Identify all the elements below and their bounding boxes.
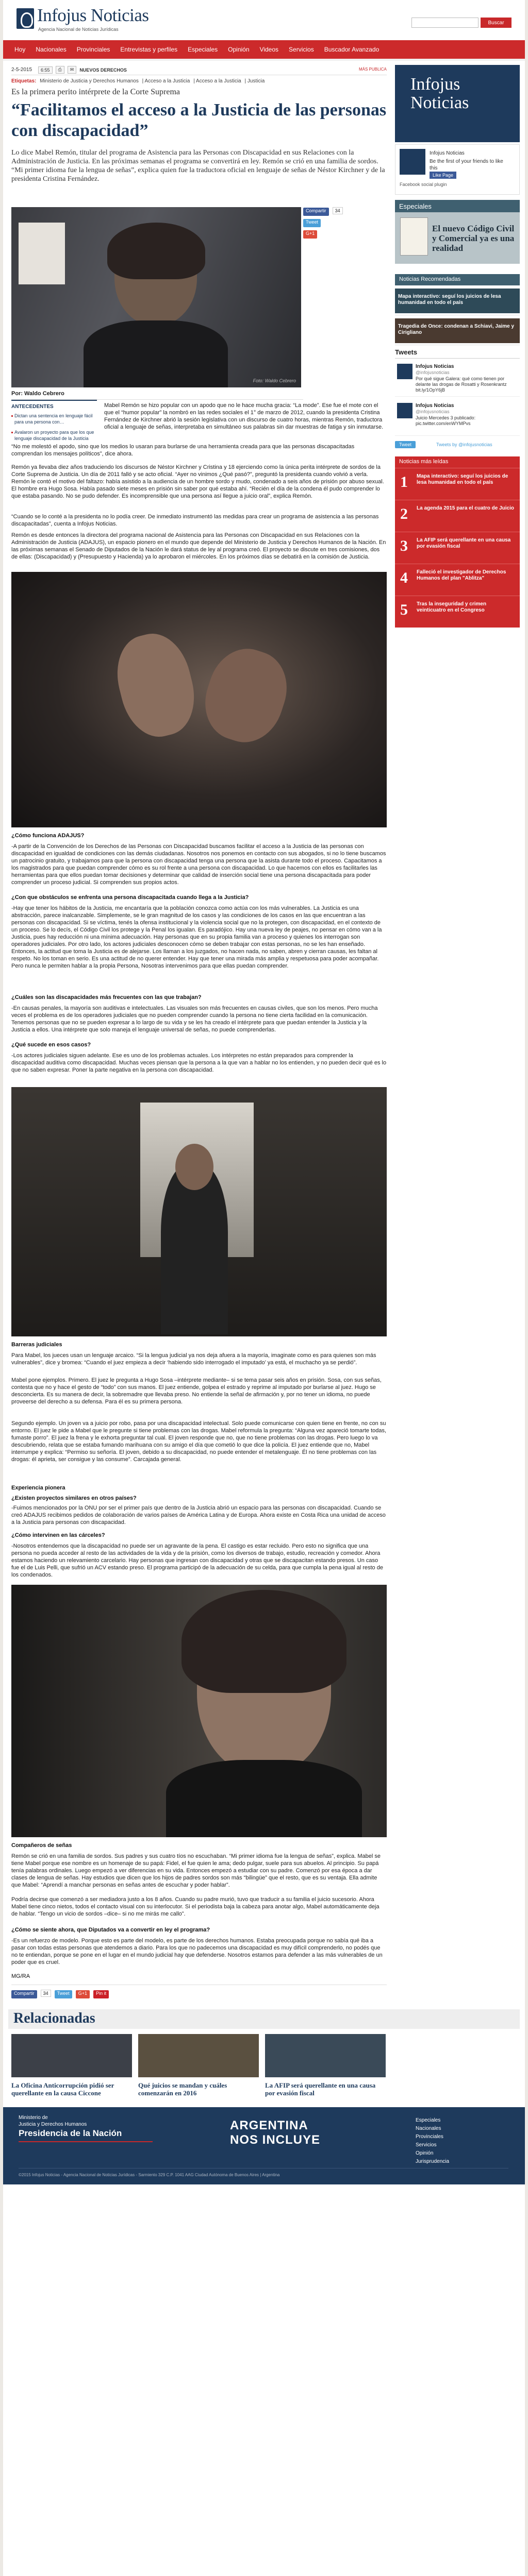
related-heading: Relacionadas [8, 2009, 520, 2029]
page [3, 0, 525, 2576]
breadcrumb-label: Etiquetas: [11, 78, 37, 84]
question: ¿Con que obstáculos se enfrenta una persona discapacitada cuando llega a la Justicia? [11, 894, 249, 901]
rank-number: 4 [400, 569, 408, 586]
footer-ministry[interactable] [19, 2114, 153, 2142]
related-card[interactable] [11, 2034, 132, 2097]
closeup-photo [11, 1585, 387, 1837]
paragraph: “No me molestó el apodo, sino que los medios lo usaran para burlarse de una herramienta creada para que las personas discapacitadas comprendan los mensajes políticos”, dice ahora. [11, 444, 355, 457]
print-icon[interactable]: ⎙ [56, 66, 64, 74]
main-photo [11, 207, 301, 387]
facebook-share-count: 34 [333, 207, 343, 214]
subheading: Barreras judiciales [11, 1342, 62, 1348]
sidebar-banner[interactable] [395, 65, 520, 142]
bottom-share-bar [11, 1990, 387, 2002]
slogan-line: NOS INCLUYE [230, 2133, 321, 2147]
nav-item-videos[interactable]: Videos [259, 46, 279, 53]
footer-links [416, 2116, 449, 2166]
antecedentes-link[interactable]: Avalaron un proyecto para que los que lenguaje discapacidad de la Justicia [11, 429, 97, 442]
mas-leida-item[interactable] [395, 532, 520, 564]
mas-leida-item[interactable] [395, 596, 520, 628]
rank-number: 5 [400, 601, 408, 618]
tweet-author[interactable]: Infojus Noticias [416, 403, 454, 409]
facebook-share-button[interactable]: Compartir [303, 208, 329, 216]
related-image[interactable] [265, 2034, 386, 2077]
section-tag[interactable]: NUEVOS DERECHOS [79, 67, 127, 73]
nav-item-buscador[interactable]: Buscador Avanzado [324, 46, 380, 53]
recomendada-title[interactable]: Mapa interactivo: seguí los juicios de lesa humanidad en todo el país [398, 294, 501, 306]
related-image[interactable] [11, 2034, 132, 2077]
tweet-item[interactable] [395, 361, 520, 397]
antecedentes-link[interactable]: Dictan una sentencia en lenguaje fácil para una persona con… [11, 413, 97, 425]
mas-leida-title[interactable]: Falleció el investigador de Derechos Humanos del plan "Ablitza" [417, 569, 506, 581]
breadcrumb-tag[interactable]: Justicia [247, 78, 265, 84]
gplus-button[interactable]: G+1 [303, 230, 317, 239]
article-lead: Lo dice Mabel Remón, titular del programa de Asistencia para las Personas con Discapacidad en sus Relaciones con la Administración de Justicia. En las próximas semanas el programa se convertirá en ley. Remón se crió en una familia de sordos. “Mi primer idioma fue la lengua de señas”, explica quien fue la traductora oficial en lenguaje de señas de Néstor Kirchner y de la presidenta Cristina Fernández. [11, 149, 385, 183]
paragraph: Remón se crió en una familia de sordos. Sus padres y sus cuatro tíos no escuchaban. “Mi primer idioma fue la lengua de señas”, explica. Mabel se tiene Mabel porque ese nombre es un homenaje de su papá: Fidel, el fue quien le ama; dedo pulgar, suele para sus abuelos. Al principio. Su papá tenía palabras ordinales. Luego empezó a ver diferencias en su vida. Entonces empezó a estudiar con su padre. Comenzó por esa época a dar clases de lengua de señas. Hay estudios que dicen que los hijos de padres sordos son más “bilingüe” que el resto, que es su ventaja. Ella admite que Mabel: “Aprendí a manchar personas en señas antes de escuchar y poder hablar”. [11, 1853, 381, 1888]
logo-icon[interactable] [16, 8, 34, 29]
article-time: 6:55 [38, 66, 53, 74]
tweet-compose-button[interactable]: Tweet [395, 441, 416, 448]
footer-link[interactable]: Especiales [416, 2117, 441, 2123]
pinterest-button[interactable]: Pin it [93, 1990, 109, 1998]
facebook-page-avatar[interactable] [400, 149, 425, 175]
paragraph: Remón es desde entonces la directora del programa nacional de Asistencia para las Personas con Discapacidad en sus Relaciones con la Administración de Justicia (ADAJUS), un espacio pionero en el mundo que depende del Ministerio de Justicia y Derechos Humanos de la Nación. En las próximas semanas el Senado de Diputados de la Nación le dará status de ley al programa creó. El proyecto se discute en tres comisiones, dos de ellas: (Discapacidad) y (Presupuesto y Hacienda) ya lo aprobaron el miércoles. En los próximos días se debatirá en la comisión de Justicia. [11, 532, 386, 560]
tweet-item[interactable] [395, 400, 520, 436]
facebook-share-button[interactable]: Compartir [11, 1990, 37, 1998]
question: ¿Existen proyectos similares en otros países? [11, 1495, 137, 1501]
mas-leida-item[interactable] [395, 564, 520, 596]
nav-item-servicios[interactable]: Servicios [289, 46, 314, 53]
twitter-avatar[interactable] [397, 403, 412, 418]
rank-number: 1 [400, 473, 408, 490]
presidency-label: Presidencia de la Nación [19, 2128, 153, 2142]
related-card[interactable] [265, 2034, 386, 2097]
tweet-button[interactable]: Tweet [55, 1990, 72, 1998]
mas-leida-item[interactable] [395, 468, 520, 500]
tweet-button[interactable]: Tweet [303, 219, 321, 227]
mas-leida-title[interactable]: Tras la inseguridad y crimen veinticuatro en el Congreso [417, 601, 487, 613]
main-nav [3, 40, 525, 59]
tweets-heading: Tweets [395, 348, 520, 359]
facebook-like-button[interactable]: Like Page [430, 172, 456, 179]
paragraph: Mabel Remón se hizo popular con un apodo que no le hace mucha gracia: “La mode”. Ese fue el mote con el que el “humor popular” la nombró en las redes sociales el 1° de marzo de 2012, cuando la presidenta Cristina Fernández de Kirchner abrió la sesión legislativa con un discurso de cuatro horas, mientras Remón, traductora oficial a lenguaje de señas, interpretaba en simultáneo sus palabras sin dar muestras de fatiga y sin inmutarse. [104, 402, 384, 430]
facebook-widget [395, 144, 520, 195]
paragraph: “Cuando se lo conté a la presidenta no lo podía creer. De inmediato instrumentó las medidas para crear un programa de asistencia a las personas discapacitadas”, cuenta a Infojus Noticias. [11, 514, 379, 527]
article-signature: MG/RA [11, 1973, 30, 1979]
facebook-share-count: 34 [41, 1990, 51, 1997]
more-published-link[interactable]: MÁS PUBLICA [359, 67, 387, 72]
mas-leida-item[interactable] [395, 500, 520, 532]
breadcrumb-tag[interactable]: Acceso a la Justicia [195, 78, 241, 84]
related-title[interactable]: La Oficina Anticorrupción pidió ser querellante en la causa Ciccone [11, 2081, 114, 2097]
question: ¿Cómo funciona ADAJUS? [11, 833, 85, 839]
related-card[interactable] [138, 2034, 259, 2097]
recomendada-item[interactable] [395, 286, 520, 315]
paragraph: -Hay que tener los hábitos de la Justicia, me encantaría que la población conozca como actúa con los más vulnerables. La Justicia es una abstracción, parece inalcanzable. Simplemente, se le gran magnitud de los casos y las condiciones de los casos en las que encuentran a las personas con discapacidad. Si se víctima, tenés la ofensa institucional y la violencia social que no la protegen, con discapacidad, en el contexto de un proceso. Se lo decís, el Código Civil los protege y la Penal los igualan. Es paradójico. Hay una nueva ley de peajes, no pensar en cómo van a la Justicia, pues hay reducción ni una mínima adecuación. Hay personas que en su propia familia van a proceso y quienes los interrogan son operadores judiciales. Por otro lado, los actores judiciales desconocen cómo se deben trabajar con estas personas, no se les han enseñado. Entonces, la actitud que toma la Justicia es de alejarse. Los llaman a los juzgados, no hacen nada, no saben, abren y cierran causas, les faltan al respeto. No los toman en serio. Es una actitud de no querer entender. Hay que tener una mirada más amplia y respetuosa para poder acompañar. Pero nunca le permiten hablar a la propia Persona, Nosotras intervenimos para que ellas puedan comprender. [11, 905, 382, 969]
rank-number: 3 [400, 537, 408, 554]
ministry-line: Ministerio de [19, 2115, 48, 2121]
share-box [303, 207, 386, 242]
photo-caption: Por: Waldo Cebrero [11, 391, 303, 400]
breadcrumb-tag[interactable]: Ministerio de Justicia y Derechos Humanos [40, 78, 139, 84]
copyright: ©2015 Infojus Noticias - Agencia Nacional de Noticias Jurídicas - Sarmiento 329 C.P. 1041 AAG Ciudad Autónoma de Buenos Aires | Argentina [19, 2168, 508, 2177]
nav-item-nacionales[interactable]: Nacionales [36, 46, 67, 53]
breadcrumb: Etiquetas: Ministerio de Justicia y Derechos Humanos | Acceso a la Justicia | Acceso a la Justicia | Justicia [11, 78, 265, 84]
search-input[interactable] [411, 18, 478, 28]
document-icon [400, 217, 428, 256]
mas-leida-title[interactable]: La AFIP será querellante en una causa por evasión fiscal [417, 537, 511, 549]
tweet-author[interactable]: Infojus Noticias [416, 364, 454, 369]
mas-leida-title[interactable]: Mapa interactivo: seguí los juicios de lesa humanidad en todo el país [417, 473, 508, 485]
paragraph: -Es un refuerzo de modelo. Porque esto es parte del modelo, es parte de los derechos humanos. Estaba preocupada porque no sabía qué iba a pasar con todas estas personas que atendemos a diario. Para los que no padecemos una discapacidad es muy difícil comprenderlo, no podés que no te entiendan, porque se pone en el lugar en el mundo judicial hay que defenderse. Nosotros estamos para defender a las más vulnerables de un poder que es cruel. [11, 1938, 383, 1965]
facebook-likes-text: Be the first of your friends to like this [430, 159, 503, 171]
photo-credit: Foto: Waldo Cebrero [253, 378, 296, 383]
mail-icon[interactable]: ✉ [68, 66, 77, 74]
site-logo[interactable]: Infojus Noticias [37, 5, 149, 25]
paragraph: -Los actores judiciales siguen adelante. Ese es uno de los problemas actuales. Los intérpretes no están preparados para comprender la discapacidad auditiva como discapacidad. Muchas veces piensan que la persona a la que van a hablar no los entienden, y no pueden decir qué es lo que no saben expresar. Poner la parte negativa en la persona con discapacidad. [11, 1053, 387, 1073]
portrait-photo [11, 1087, 387, 1336]
paragraph: Segundo ejemplo. Un joven va a juicio por robo, pasa por una discapacidad intelectual. Solo puede comunicarse con quien tiene en frente, no con su entorno. El juez le pide a Mabel que le pregunte si tiene problemas con las drogas. Mabel reformula la pregunta: “Alguna vez apareció tomarte todas, fumaste porro”. El juez la frena y le exhorta preguntar tal cual. El joven responde que no, que no tiene problemas con las drogas. Pero luego lo va descubriendo, relata que se estaba fumando marihuana con su amigo el día que cometió lo que dice la policía. El juez entiende que no, Mabel interrumpe y explica: “Permiso su señoría. El joven, debido a su discapacidad, no puede entender el metalenguaje. Él no tiene problemas con las drogas: él aprieta, ser consigue y las consume”. Carcajada general. [11, 1420, 387, 1463]
paragraph: Podría decirse que comenzó a ser mediadora justo a los 8 años. Cuando su padre murió, tuvo que traducir a su familia el juicio sucesorio. Ahora Mabel tiene cinco nietos, todos el contacto visual con su interlocutor. Si el periodista baja la cabeza para anotar algo, Mabel automáticamente deja de hablar. “Tengo un vicio de sordos –dice– si no me mirás me callo”. [11, 1896, 380, 1917]
twitter-avatar[interactable] [397, 364, 412, 379]
banner-text: Infojus Noticias [410, 75, 469, 112]
tweet-body: Juicio Mercedes 3 publicado: pic.twitter.com/enWYMPvs [416, 415, 476, 426]
rank-number: 2 [400, 505, 408, 522]
breadcrumb-tag[interactable]: Acceso a la Justicia [144, 78, 190, 84]
especiales-heading: Especiales [395, 200, 520, 212]
footer-link[interactable]: Provinciales [416, 2134, 443, 2140]
question: ¿Qué sucede en esos casos? [11, 1042, 91, 1048]
nav-item-hoy[interactable]: Hoy [14, 46, 26, 53]
nav-divider [3, 59, 525, 61]
facebook-page-name[interactable]: Infojus Noticias [430, 150, 465, 156]
gplus-button[interactable]: G+1 [76, 1990, 90, 1998]
mas-leidas-heading: Noticias más leídas [395, 456, 520, 468]
article-toolbar [11, 65, 387, 75]
antecedentes-heading: ANTECEDENTES [11, 404, 54, 410]
paragraph: Para Mabel, los jueces usan un lenguaje arcaico. “Si la lengua judicial ya nos deja afuera a la mayoría, imaginate como es para quienes son más vulnerables”, dice y bromea: “Cuando el juez empieza a decir ‘habiendo sido interrogado el imputado’ ya está, el muchacho ya se perdió”. [11, 1352, 376, 1366]
question: ¿Cómo se siente ahora, que Diputados va a convertir en ley el programa? [11, 1927, 210, 1933]
paragraph: -En causas penales, la mayoría son auditivas e intelectuales. Las visuales son más frecuentes en causas civiles, que son los menos. Pero mucha veces el problema es de los operadores judiciales que no pueden comprender cuando la persona no tiene cierta facilidad en la comunicación. Tenemos personas que no se pueden expresar a lo largo de su vida y se les ha creado el intérprete para que puedan entender la Justicia y la Justicia a ellos. Una intérprete que solo maneja el lenguaje universal de señas, no puede comprenderlas. [11, 1005, 378, 1033]
nav-item-entrevistas[interactable]: Entrevistas y perfiles [120, 46, 178, 53]
paragraph: -A partir de la Convención de los Derechos de las Personas con Discapacidad buscamos facilitar el acceso a la Justicia de las personas con discapacidad en igualdad de condiciones con las demás ciudadanas. Nosotros nos ponemos en contacto con sus abogados, si no lo tiene buscamos un patrocinio gratuito, y trabajamos para que la persona con discapacidad tenga una persona que la asista durante todo el proceso. Capacitamos a los magistrados para que puedan comprender cómo es su rol frente a una persona con discapacidad. Lo que hacemos con ellos es facilitarles las herramientas para que ellos puedan tomar decisiones y determinar que calidad de inserción social tiene una persona discapacitada para poder comprender un proceso judicial. Si comprenden sus propios actos. [11, 843, 386, 886]
subheading: Experiencia pionera [11, 1485, 65, 1491]
footer-link[interactable]: Servicios [416, 2142, 437, 2148]
paragraph: Mabel pone ejemplos. Primero. El juez le pregunta a Hugo Sosa –intérprete mediante– si se tema pasar seis años en prisión. Sosa, con sus señas, contesta que no y hace el gesto de “todo” con sus manos. El juez entiende, golpea el estrado y reprime al imputado por burlarse al juez. Hugo se desconcierta. Es su manera de decir, la sobremadre que llevaba preso. No entiende la señal de afirmación y, por no tener un idioma, no puede proveerse del derecho a su defensa. Para él es su primera persona. [11, 1377, 382, 1405]
article-title: “Facilitamos el acceso a la Justicia de las personas con discapacidad” [11, 100, 387, 140]
site-tagline: Agencia Nacional de Noticias Jurídicas [38, 27, 119, 32]
nav-item-provinciales[interactable]: Provinciales [76, 46, 110, 53]
tweets-by-link[interactable]: Tweets by @infojusnoticias [436, 442, 492, 447]
question: ¿Cuáles son las discapacidades más frecuentes con las que trabajan? [11, 994, 202, 1001]
paragraph: -Nosotros entendemos que la discapacidad no puede ser un agravante de la pena. El castigo es estar recluido. Pero esto no significa que una persona no pueda acceder al resto de las actividades de la vida y de la prisión, como los diversos de trabajo, estudio, recreación y comedor. Ahora estamos haciendo un relevamiento carcelario. Hay personas que ingresan con discapacidad y otras que se discapacitan estando presos. Un caso fue el de Luis Pelli, que sufrió un ACV estando preso. El programa participó de la adecuación de su celda, para que cumpla la pena igual al resto de los condenados. [11, 1543, 383, 1578]
hands-photo [11, 572, 387, 827]
article-kicker: Es la primera perito intérprete de la Corte Suprema [11, 88, 180, 96]
related-title[interactable]: La AFIP será querellante en una causa por evasión fiscal [265, 2081, 376, 2097]
site-footer [3, 2107, 525, 2184]
especial-title[interactable]: El nuevo Código Civil y Comercial ya es una realidad [432, 224, 515, 253]
footer-link[interactable]: Nacionales [416, 2126, 441, 2131]
tweet-handle[interactable]: @infojusnoticias [416, 409, 450, 414]
footer-link[interactable]: Opinión [416, 2150, 434, 2156]
question: ¿Cómo intervinen en las cárceles? [11, 1532, 105, 1538]
subheading: Compañeros de señas [11, 1842, 72, 1849]
especial-banner[interactable] [395, 212, 520, 264]
nav-item-opinion[interactable]: Opinión [228, 46, 250, 53]
recomendada-title[interactable]: Tragedia de Once: condenan a Schiavi, Jaime y Cirigliano [398, 324, 515, 335]
nav-item-especiales[interactable]: Especiales [188, 46, 218, 53]
article-date: 2-5-2015 [11, 67, 32, 73]
mas-leida-title[interactable]: La agenda 2015 para el cuatro de Juicio [417, 505, 514, 511]
site-header [3, 0, 525, 40]
recomendada-item[interactable] [395, 316, 520, 345]
paragraph: -Fuimos mencionados por la ONU por ser el primer país que dentro de la Justicia abrió un espacio para las personas con discapacidad. Cuando se creó ADAJUS recibimos pedidos de colaboración de varios países de América Latina y de Europa. Ahora existe en Costa Rica una unidad de acceso a la Justicia para personas con discapacidad. [11, 1505, 386, 1526]
footer-link[interactable]: Jurisprudencia [416, 2159, 450, 2164]
footer-slogan [230, 2119, 320, 2147]
facebook-plugin-label: Facebook social plugin [400, 182, 447, 187]
related-title[interactable]: Qué juicios se mandan y cuáles comenzarán en 2016 [138, 2081, 227, 2097]
tweet-handle[interactable]: @infojusnoticias [416, 370, 450, 375]
recomendadas-heading: Noticias Recomendadas [395, 274, 520, 285]
related-image[interactable] [138, 2034, 259, 2077]
antecedentes-box [11, 400, 97, 446]
search-button[interactable]: Buscar [481, 18, 512, 28]
tweet-body: Por qué sigue Galera: qué como tienen por delante las drogas de Rosatti y Rosenkrantz bit.ly/1OpY6jB [416, 376, 507, 393]
ministry-line: Justicia y Derechos Humanos [19, 2122, 87, 2127]
slogan-line: ARGENTINA [230, 2119, 308, 2132]
paragraph: Remón ya llevaba diez años traduciendo los discursos de Néstor Kirchner y Cristina y 18 ejerciendo como la única perita intérprete de sordos de la Corte Suprema de Justicia. Un día de 2011 falló y se acto oficial. “Ayer no vinimos ¿Qué pasó?”, preguntó la presidenta cuando volvió a verla. Remón le contó el motivo del faltazo: había asistido a la audiencia de un hombre sordo y mudo, condenado a seis años de prisión por abuso sexual. El hombre era Hugo Sosa. Había pasado siete meses en prisión sin saber por qué estaba ahí. “Recién el día de la condena él pudo comprender lo que estaba pasando. No se pudo defender. Es incomprensible que una persona así llegue a juicio oral”, explica Remón. [11, 464, 384, 499]
